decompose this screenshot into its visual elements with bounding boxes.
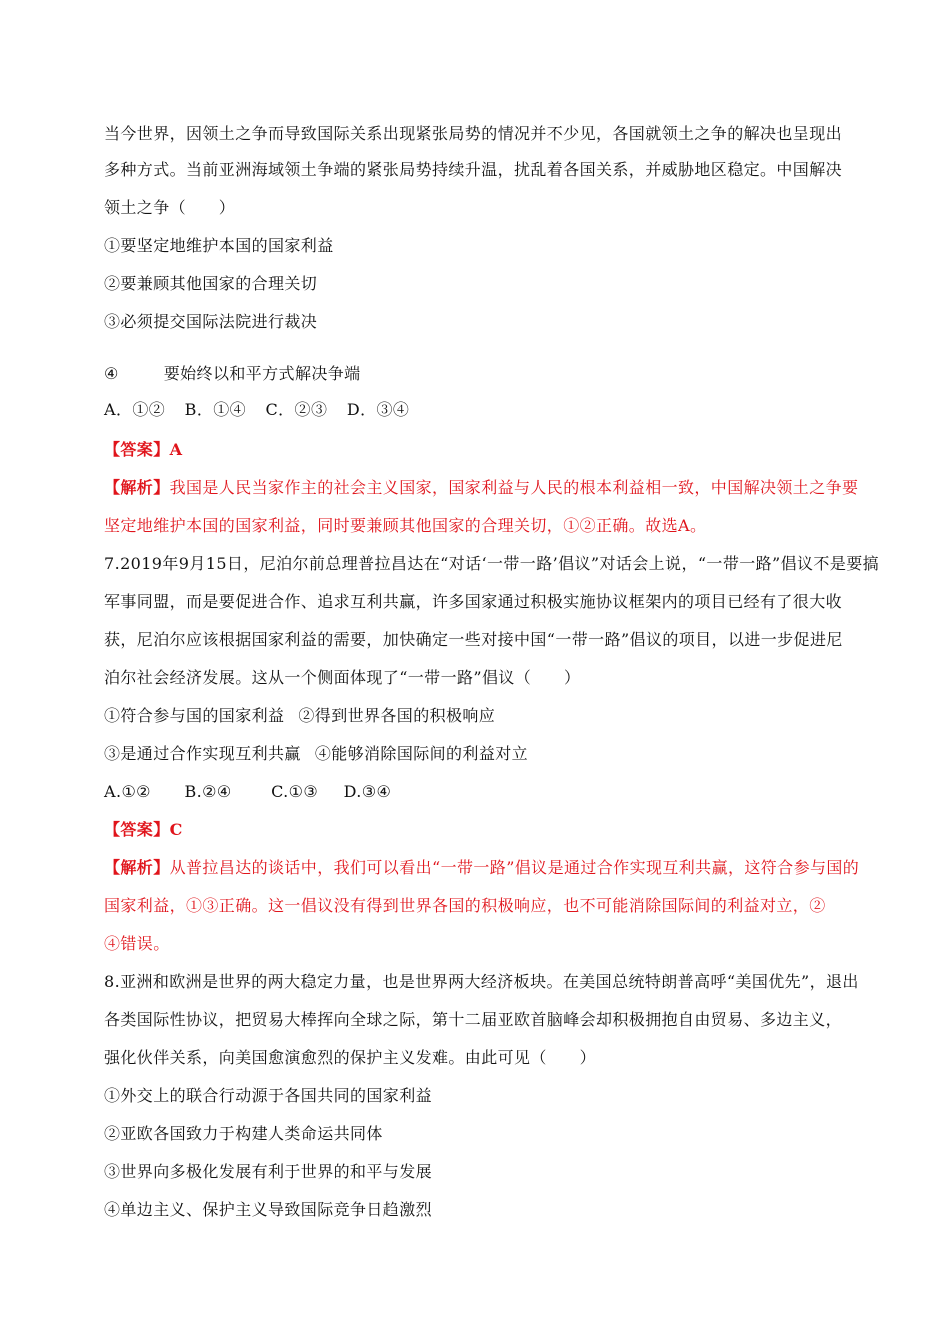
q8-stem-line-1: 8.亚洲和欧洲是世界的两大稳定力量，也是世界两大经济板块。在美国总统特朗普高呼“美国优先”，退出 [104,972,859,991]
q7-choice-c: C.①③ [271,782,319,801]
q7-stem-line-3: 获，尼泊尔应该根据国家利益的需要，加快确定一些对接中国“一带一路”倡议的项目，以进一步促进尼 [104,630,843,649]
q7-analysis-text-1: 从普拉昌达的谈话中，我们可以看出“一带一路”倡议是通过合作实现互利共赢，这符合参与国的 [169,858,860,877]
q6-answer [104,438,182,462]
q6-analysis-line-2: 坚定地维护本国的国家利益，同时要兼顾其他国家的合理关切，①②正确。故选A。 [104,516,707,535]
q7-item-2: ②得到世界各国的积极响应 [298,706,496,725]
q7-stem-line-2: 军事同盟，而是要促进合作、追求互利共赢，许多国家通过积极实施协议框架内的项目已经有了很大收 [104,592,843,611]
q7-answer-label: 【答案】 [104,820,170,839]
q6-item-1: ①要坚定地维护本国的国家利益 [104,236,334,255]
q7-choice-d: D.③④ [343,782,392,801]
q6-choices [104,398,409,422]
q6-choice-c: C．②③ [265,400,328,419]
q7-choices [104,780,391,804]
q6-item-4-text: 要始终以和平方式解决争端 [163,364,361,383]
q7-stem-line-4: 泊尔社会经济发展。这从一个侧面体现了“一带一路”倡议（ ） [104,668,581,687]
q8-item-4: ④单边主义、保护主义导致国际竞争日趋激烈 [104,1200,433,1219]
q7-choice-a: A.①② [104,782,151,801]
q6-stem-line-3: 领土之争（ ） [104,198,236,217]
q7-stem-line-1: 7.2019年9月15日，尼泊尔前总理普拉昌达在“对话‘一带一路’倡议”对话会上说，“一带一路”倡议不是要搞 [104,554,880,573]
q7-answer-value: C [169,820,183,839]
q7-analysis-line-3: ④错误。 [104,934,170,953]
q7-answer [104,818,183,842]
q7-analysis-line-1 [104,856,859,880]
q6-answer-value: A [169,440,183,459]
q6-stem-line-1: 当今世界，因领土之争而导致国际关系出现紧张局势的情况并不少见，各国就领土之争的解决也呈现出 [104,124,843,143]
q8-item-1: ①外交上的联合行动源于各国共同的国家利益 [104,1086,433,1105]
q6-choice-b: B．①④ [184,400,247,419]
q6-item-3: ③必须提交国际法院进行裁决 [104,312,318,331]
q7-items-row-1 [104,704,495,728]
q6-choice-d: D．③④ [346,400,410,419]
q7-analysis-label: 【解析】 [104,858,170,877]
q6-item-2: ②要兼顾其他国家的合理关切 [104,274,318,293]
q7-analysis-line-2: 国家利益，①③正确。这一倡议没有得到世界各国的积极响应，也不可能消除国际间的利益对立，② [104,896,826,915]
q6-answer-label: 【答案】 [104,440,170,459]
q7-item-4: ④能够消除国际间的利益对立 [314,744,529,763]
q8-item-2: ②亚欧各国致力于构建人类命运共同体 [104,1124,383,1143]
q6-item-4 [104,362,361,386]
q8-stem-line-2: 各类国际性协议，把贸易大棒挥向全球之际，第十二届亚欧首脑峰会却积极拥抱自由贸易、多边主义， [104,1010,843,1029]
q8-item-3: ③世界向多极化发展有利于世界的和平与发展 [104,1162,433,1181]
q6-analysis-text-1: 我国是人民当家作主的社会主义国家，国家利益与人民的根本利益相一致，中国解决领土之争要 [169,478,859,497]
q6-item-4-number: ④ [104,364,119,383]
q7-item-1: ①符合参与国的国家利益 [104,706,285,725]
q7-items-row-2 [104,742,528,766]
q6-analysis-label: 【解析】 [104,478,170,497]
q6-stem-line-2: 多种方式。当前亚洲海域领土争端的紧张局势持续升温，扰乱着各国关系，并威胁地区稳定。中国解决 [104,160,843,179]
q7-item-3: ③是通过合作实现互利共赢 [104,744,301,763]
q6-analysis-line-1 [104,476,858,500]
q7-choice-b: B.②④ [184,782,232,801]
q6-choice-a: A．①② [104,400,166,419]
q8-stem-line-3: 强化伙伴关系，向美国愈演愈烈的保护主义发难。由此可见（ ） [104,1048,597,1067]
